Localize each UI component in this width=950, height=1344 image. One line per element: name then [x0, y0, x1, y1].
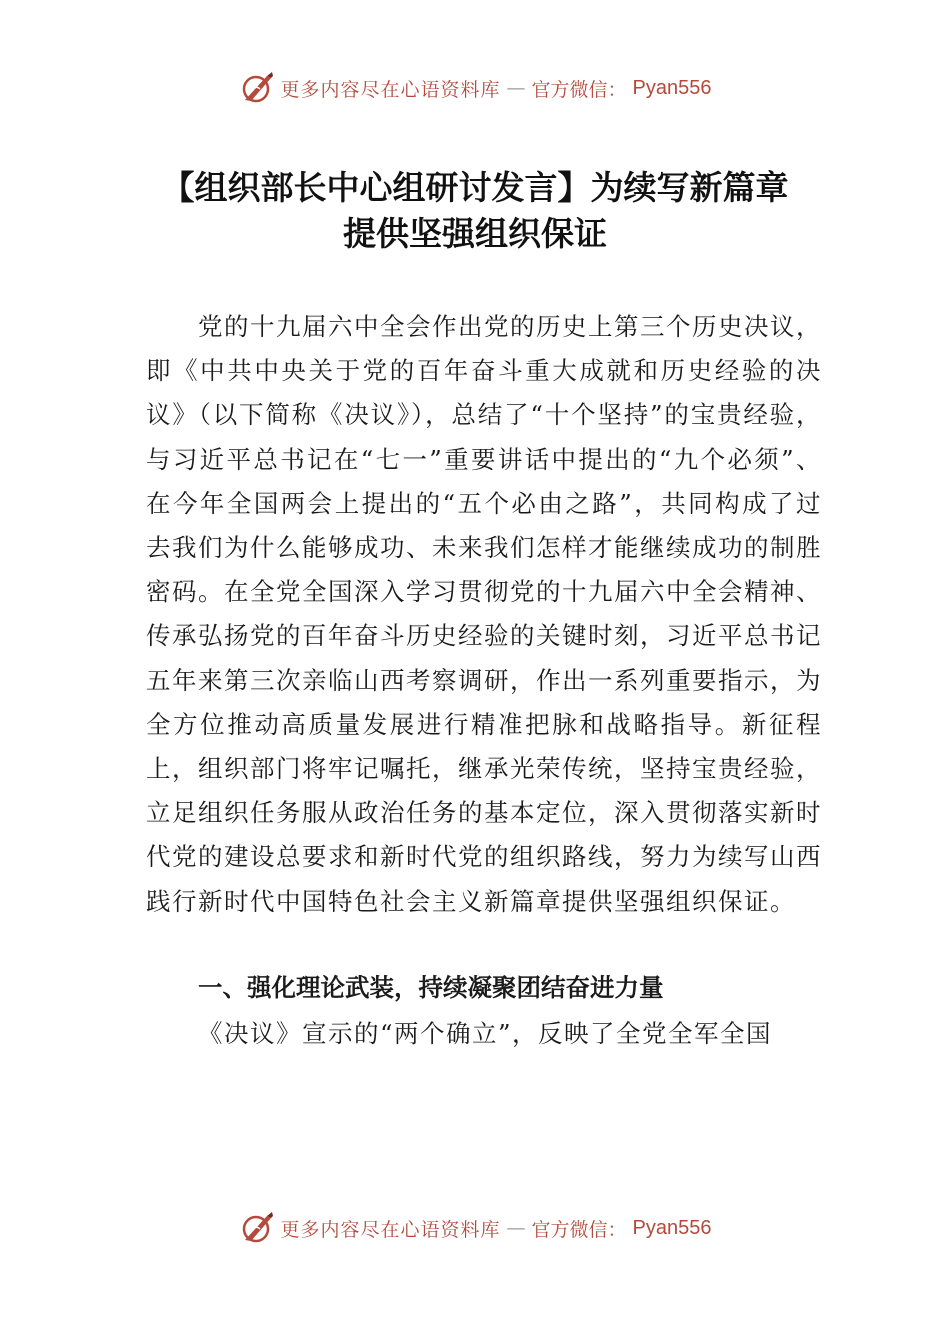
header-watermark — [0, 70, 950, 106]
body-paragraph-1: 党的十九届六中全会作出党的历史上第三个历史决议，即《中共中央关于党的百年奋斗重大成就和历史经验的决议》（以下简称《决议》），总结了“十个坚持”的宝贵经验，与习近平总书记在“七一”重要讲话中提出的“九个必须”、在今年全国两会上提出的“五个必由之路”，共同构成了过去我们为什么能够成功、未来我们怎样才能继续成功的制胜密码。在全党全国深入学习贯彻党的十九届六中全会精神、传承弘扬党的百年奋斗历史经验的关键时刻，习近平总书记五年来第三次亲临山西考察调研，作出一系列重要指示，为全方位推动高质量发展进行精准把脉和战略指导。新征程上，组织部门将牢记嘱托，继承光荣传统，坚持宝贵经验，立足组织任务服从政治任务的基本定位，深入贯彻落实新时代党的建设总要求和新时代党的组织路线，努力为续写山西践行新时代中国特色社会主义新篇章提供坚强组织保证。 — [146, 312, 822, 916]
pen-logo-icon — [239, 1210, 275, 1246]
section-heading-1: 一、强化理论武装，持续凝聚团结奋进力量 — [198, 973, 664, 1002]
watermark-text: 更多内容尽在心语资料库 — [280, 78, 501, 101]
document-title — [0, 165, 950, 257]
watermark-wechat-id: Pyan556 — [632, 1216, 712, 1239]
title-line-2: 提供坚强组织保证 — [343, 214, 607, 253]
watermark-separator: — — [506, 77, 526, 99]
watermark-wechat-id: Pyan556 — [632, 76, 712, 99]
watermark-text: 更多内容尽在心语资料库 — [280, 1218, 501, 1241]
footer-watermark — [0, 1210, 950, 1246]
watermark-separator: — — [506, 1217, 526, 1239]
pen-logo-icon — [239, 70, 275, 106]
title-line-1: 【组织部长中心组研讨发言】为续写新篇章 — [161, 168, 789, 207]
watermark-wechat-label: 官方微信： — [531, 1218, 627, 1241]
section-1-paragraph: 《决议》宣示的“两个确立”，反映了全党全军全国 — [198, 1019, 773, 1048]
watermark-wechat-label: 官方微信： — [531, 78, 627, 101]
